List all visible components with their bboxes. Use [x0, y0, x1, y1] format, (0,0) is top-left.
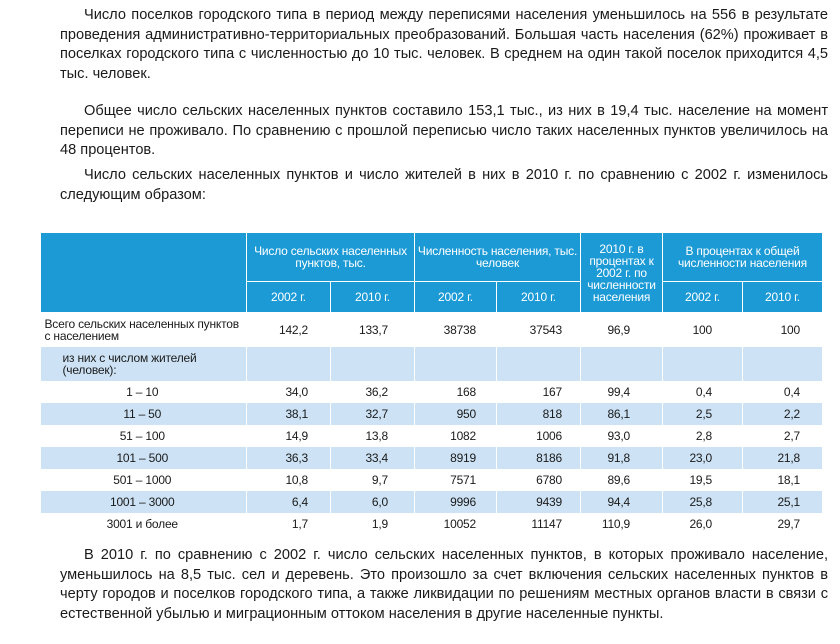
- cell: 94,4: [581, 491, 663, 513]
- row-label: 501 – 1000: [41, 469, 247, 491]
- header-settlement-count: Число сельских населенных пунктов, тыс.: [247, 233, 415, 282]
- cell: 133,7: [331, 313, 415, 348]
- header-2002: 2002 г.: [663, 282, 743, 313]
- table-row: [41, 425, 823, 447]
- cell: 23,0: [663, 447, 743, 469]
- rural-settlements-table: [40, 232, 823, 535]
- paragraph-urban-settlements: Число поселков городского типа в период между переписями населения уменьшилось на 556 в результате проведения административно-территориальных преобразований. Большая часть населения (62%) проживает в поселках городского типа с численностью до 10 тыс. человек. В среднем на один такой поселок приходится 4,5 тыс. человек.: [60, 7, 828, 82]
- cell: 1082: [415, 425, 497, 447]
- cell: 8919: [415, 447, 497, 469]
- cell: 13,8: [331, 425, 415, 447]
- cell: 100: [663, 313, 743, 348]
- cell: 99,4: [581, 381, 663, 403]
- header-pct-change: 2010 г. в процентах к 2002 г. по численности населения: [581, 233, 663, 313]
- paragraph-rural-decline: В 2010 г. по сравнению с 2002 г. число сельских населенных пунктов, в которых проживало население, уменьшилось на 8,5 тыс. сел и деревень. Это произошло за счет включения сельских населенных пунктов в черту городов и поселков городского типа, а также ликвидации по решениям местных органов власти в связи с естественной убылью и миграционным оттоком населения в другие населенные пункты.: [60, 547, 828, 622]
- header-share-total: В процентах к общей численности населения: [663, 233, 823, 282]
- cell: 100: [743, 313, 823, 348]
- table-row: [41, 469, 823, 491]
- cell: 6,0: [331, 491, 415, 513]
- cell: 950: [415, 403, 497, 425]
- cell: 0,4: [663, 381, 743, 403]
- table-row-subheading: [41, 347, 823, 381]
- row-label: 101 – 500: [41, 447, 247, 469]
- cell: 32,7: [331, 403, 415, 425]
- cell: 2,8: [663, 425, 743, 447]
- header-2010: 2010 г.: [331, 282, 415, 313]
- table-row: [41, 447, 823, 469]
- table-row: [41, 513, 823, 535]
- cell: 7571: [415, 469, 497, 491]
- cell: 168: [415, 381, 497, 403]
- cell: 26,0: [663, 513, 743, 535]
- cell: 33,4: [331, 447, 415, 469]
- cell: 2,5: [663, 403, 743, 425]
- cell: 93,0: [581, 425, 663, 447]
- cell: 37543: [497, 313, 581, 348]
- cell: 86,1: [581, 403, 663, 425]
- cell: 96,9: [581, 313, 663, 348]
- cell: 818: [497, 403, 581, 425]
- table-row: [41, 381, 823, 403]
- cell: 25,8: [663, 491, 743, 513]
- cell: 1,7: [247, 513, 331, 535]
- row-label: 1 – 10: [41, 381, 247, 403]
- header-corner: [41, 233, 247, 313]
- table-row: [41, 491, 823, 513]
- cell: 1,9: [331, 513, 415, 535]
- table-row-total: [41, 313, 823, 348]
- cell: 36,2: [331, 381, 415, 403]
- paragraph-table-intro: Число сельских населенных пунктов и число жителей в них в 2010 г. по сравнению с 2002 г. изменилось следующим образом:: [60, 167, 828, 203]
- cell: 21,8: [743, 447, 823, 469]
- table-row: [41, 403, 823, 425]
- row-label: из них с числом жителей (человек):: [41, 347, 247, 381]
- header-2002: 2002 г.: [247, 282, 331, 313]
- cell: 10052: [415, 513, 497, 535]
- cell: 9439: [497, 491, 581, 513]
- cell: 142,2: [247, 313, 331, 348]
- row-label: 3001 и более: [41, 513, 247, 535]
- cell: 2,2: [743, 403, 823, 425]
- cell: 89,6: [581, 469, 663, 491]
- cell: 18,1: [743, 469, 823, 491]
- cell: 8186: [497, 447, 581, 469]
- cell: 11147: [497, 513, 581, 535]
- cell: 9996: [415, 491, 497, 513]
- cell: 34,0: [247, 381, 331, 403]
- cell: 38738: [415, 313, 497, 348]
- cell: 25,1: [743, 491, 823, 513]
- cell: 0,4: [743, 381, 823, 403]
- header-2010: 2010 г.: [497, 282, 581, 313]
- row-label: 11 – 50: [41, 403, 247, 425]
- cell: 10,8: [247, 469, 331, 491]
- row-label: 1001 – 3000: [41, 491, 247, 513]
- cell: 19,5: [663, 469, 743, 491]
- cell: 2,7: [743, 425, 823, 447]
- cell: 9,7: [331, 469, 415, 491]
- header-population: Численность населения, тыс. человек: [415, 233, 581, 282]
- cell: 1006: [497, 425, 581, 447]
- row-label: Всего сельских населенных пунктов с населением: [41, 313, 247, 348]
- cell: 36,3: [247, 447, 331, 469]
- cell: 167: [497, 381, 581, 403]
- row-label: 51 – 100: [41, 425, 247, 447]
- cell: 38,1: [247, 403, 331, 425]
- cell: 6,4: [247, 491, 331, 513]
- header-2002: 2002 г.: [415, 282, 497, 313]
- paragraph-rural-total: Общее число сельских населенных пунктов составило 153,1 тыс., из них в 19,4 тыс. население на момент переписи не проживало. По сравнению с прошлой переписью число таких населенных пунктов увеличилось на 48 процентов.: [60, 103, 828, 159]
- cell: 29,7: [743, 513, 823, 535]
- cell: 14,9: [247, 425, 331, 447]
- header-2010: 2010 г.: [743, 282, 823, 313]
- cell: 110,9: [581, 513, 663, 535]
- cell: 91,8: [581, 447, 663, 469]
- cell: 6780: [497, 469, 581, 491]
